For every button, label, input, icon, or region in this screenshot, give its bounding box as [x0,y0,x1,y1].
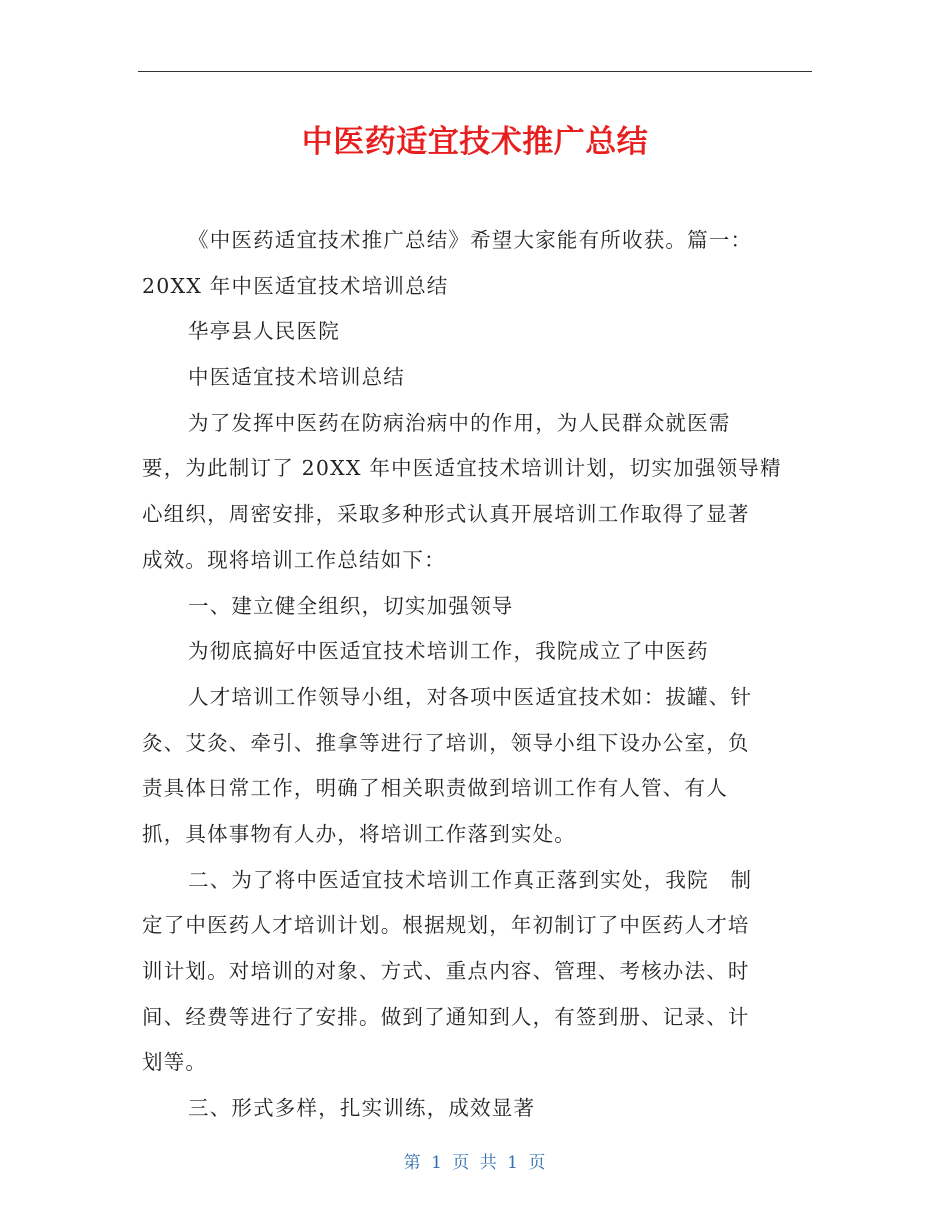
document-body [142,218,806,1132]
body-line: 为了发挥中医药在防病治病中的作用，为人民群众就医需 [188,410,731,435]
page-number: 第 1 页 共 1 页 [403,1153,547,1173]
body-line: 20XX 年中医适宜技术培训总结 [142,273,449,298]
section-heading: 一、建立健全组织，切实加强领导 [188,593,514,618]
header-rule [138,71,812,72]
body-line: 训计划。对培训的对象、方式、重点内容、管理、考核办法、时 [142,959,750,983]
body-line: 人才培训工作领导小组，对各项中医适宜技术如：拔罐、针 [188,684,753,709]
body-line: 中医适宜技术培训总结 [188,365,405,390]
body-line: 间、经费等进行了安排。做到了通知到人，有签到册、记录、计 [142,1004,750,1029]
body-line: 灸、艾灸、牵引、推拿等进行了培训，领导小组下设办公室，负 [142,730,750,755]
body-line: 华亭县人民医院 [188,319,340,344]
body-line: 抓，具体事物有人办，将培训工作落到实处。 [142,821,576,846]
body-line: 为彻底搞好中医适宜技术培训工作，我院成立了中医药 [188,639,709,664]
section-heading: 二、为了将中医适宜技术培训工作真正落到实处，我院 制 [188,867,753,892]
body-line: 《中医药适宜技术推广总结》希望大家能有所收获。篇一： [188,228,753,252]
body-line: 划等。 [142,1050,208,1075]
body-line: 成效。现将培训工作总结如下： [142,547,446,572]
document-title: 中医药适宜技术推广总结 [301,124,649,160]
body-line: 责具体日常工作，明确了相关职责做到培训工作有人管、有人 [142,776,728,801]
body-line: 心组织，周密安排，采取多种形式认真开展培训工作取得了显著 [142,502,750,527]
section-heading: 三、形式多样，扎实训练，成效显著 [188,1096,536,1121]
body-line: 定了中医药人才培训计划。根据规划，年初制订了中医药人才培 [142,913,750,938]
body-line: 要，为此制订了 20XX 年中医适宜技术培训计划，切实加强领导精 [142,456,782,481]
